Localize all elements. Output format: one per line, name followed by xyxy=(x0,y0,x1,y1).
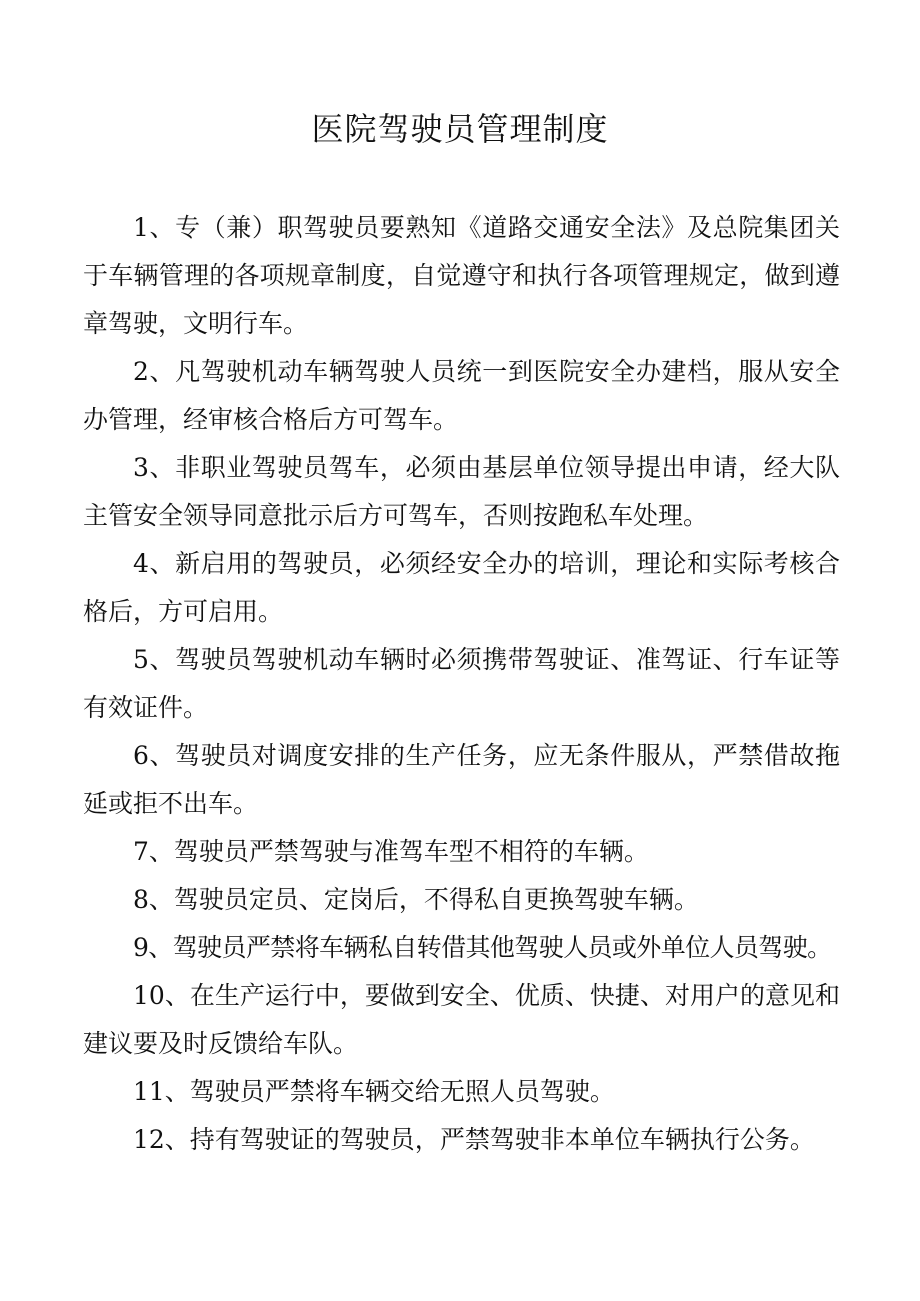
rule-4: 4、新启用的驾驶员，必须经安全办的培训，理论和实际考核合格后，方可启用。 xyxy=(83,549,840,626)
rule-7: 7、驾驶员严禁驾驶与准驾车型不相符的车辆。 xyxy=(133,837,649,866)
rule-10: 10、在生产运行中，要做到安全、优质、快捷、对用户的意见和建议要及时反馈给车队。 xyxy=(83,981,840,1058)
rules-list xyxy=(83,204,840,1164)
rule-6: 6、驾驶员对调度安排的生产任务，应无条件服从，严禁借故拖延或拒不出车。 xyxy=(83,741,840,818)
rule-11: 11、驾驶员严禁将车辆交给无照人员驾驶。 xyxy=(133,1077,615,1106)
rule-3: 3、非职业驾驶员驾车，必须由基层单位领导提出申请，经大队主管安全领导同意批示后方可驾车，否则按跑私车处理。 xyxy=(83,453,840,530)
rule-5: 5、驾驶员驾驶机动车辆时必须携带驾驶证、准驾证、行车证等有效证件。 xyxy=(83,645,840,722)
rule-9: 9、驾驶员严禁将车辆私自转借其他驾驶人员或外单位人员驾驶。 xyxy=(133,933,832,962)
rule-8: 8、驾驶员定员、定岗后，不得私自更换驾驶车辆。 xyxy=(133,885,699,914)
document-title: 医院驾驶员管理制度 xyxy=(311,110,609,148)
rule-2: 2、凡驾驶机动车辆驾驶人员统一到医院安全办建档，服从安全办管理，经审核合格后方可驾车。 xyxy=(83,357,840,434)
rule-1: 1、专（兼）职驾驶员要熟知《道路交通安全法》及总院集团关于车辆管理的各项规章制度，自觉遵守和执行各项管理规定，做到遵章驾驶，文明行车。 xyxy=(83,213,840,338)
rule-12: 12、持有驾驶证的驾驶员，严禁驾驶非本单位车辆执行公务。 xyxy=(133,1125,815,1154)
